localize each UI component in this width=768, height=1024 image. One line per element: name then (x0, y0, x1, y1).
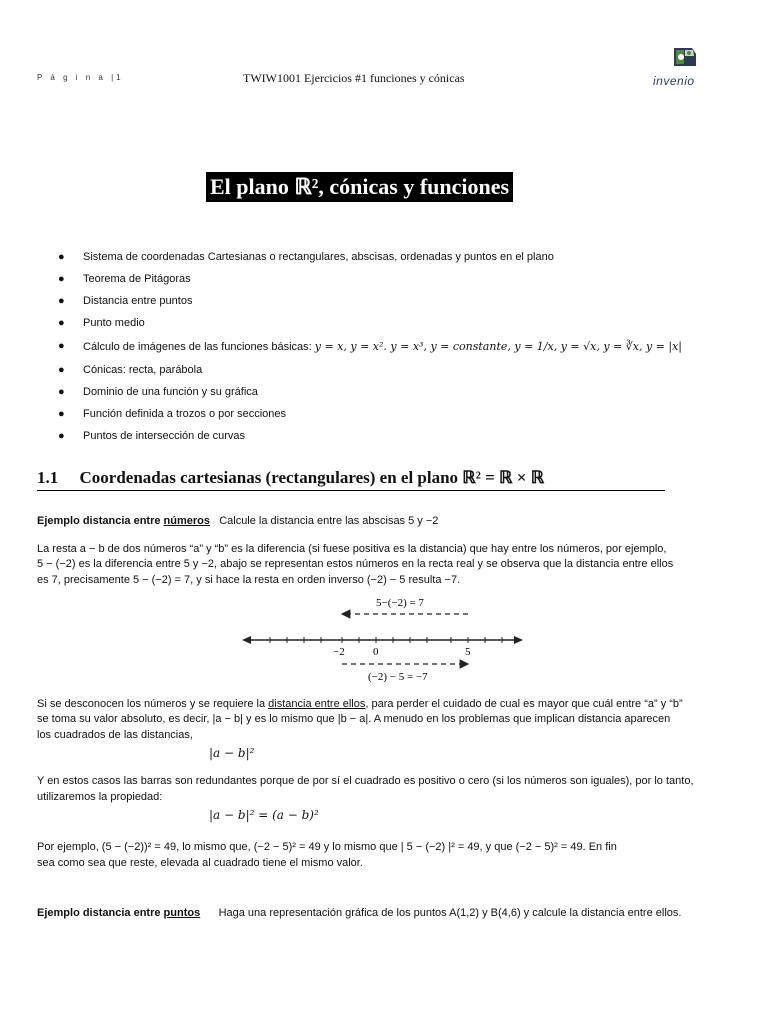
bullet-dot: ● (58, 273, 65, 285)
document-title: TWIW1001 Ejercicios #1 funciones y cónicas (243, 71, 465, 85)
axis-left-arrowhead (242, 636, 251, 644)
paragraph-text: , para perder el cuidado de cual es mayor que cuál entre “a” y “b” (365, 698, 683, 710)
page-title: El plano ℝ², cónicas y funciones (206, 172, 513, 202)
topic-item: Cónicas: recta, parábola (83, 364, 203, 376)
bullet-dot: ● (58, 295, 65, 307)
bullet-dot: ● (58, 364, 65, 376)
example-numbers (37, 514, 438, 530)
distance-link-text: distancia entre ellos (268, 698, 366, 710)
bullet-dot: ● (58, 251, 65, 263)
topic-item: Función definida a trozos o por secciones (83, 408, 287, 420)
paragraph-text: Si se desconocen los números y se requiere la (37, 698, 266, 710)
equation-square-property: |a − b|² = (a − b)² (209, 808, 319, 822)
bullet-dot: ● (58, 317, 65, 329)
topic-item: Punto medio (83, 317, 145, 329)
bullet-dot: ● (58, 430, 65, 442)
bullet-dot: ● (58, 386, 65, 398)
page-number: P á g i n a |1 (37, 73, 124, 82)
example-points (37, 906, 681, 922)
paragraph-line: sea como sea que reste, elevada al cuadrado tiene el mismo valor. (37, 857, 363, 869)
section-heading (37, 468, 544, 488)
section-title: Coordenadas cartesianas (rectangulares) en el plano ℝ² = ℝ × ℝ (79, 468, 545, 487)
section-underline (37, 490, 665, 491)
example-prompt: Haga una representación gráfica de los puntos A(1,2) y B(4,6) y calcule la distancia entre ellos. (218, 907, 682, 919)
paragraph-line: es 7, precisamente 5 − (−2) = 7, y si hace la resta en orden inverso (−2) − 5 resulta −7. (37, 574, 461, 586)
paragraph-line: utilizaremos la propiedad: (37, 791, 163, 803)
logo-wordmark: invenio (653, 74, 695, 88)
paragraph-line: 5 − (−2) es la diferencia entre 5 y −2, abajo se representan estos números en la recta real y se observa que la distancia entre ellos (37, 558, 674, 570)
example-prompt: Calcule la distancia entre las abscisas 5 y −2 (219, 515, 439, 527)
example-label: Ejemplo distancia entre (37, 907, 161, 919)
bullet-dot: ● (58, 408, 65, 420)
paragraph-line: se toma su valor absoluto, es decir, |a − b| y es lo mismo que |b − a|. A menudo en los problemas que implican distancia aparecen (37, 713, 671, 725)
example-label: Ejemplo distancia entre (37, 515, 161, 527)
section-number: 1.1 (37, 468, 59, 487)
paragraph-line (37, 697, 683, 713)
tick-label-five: 5 (465, 646, 471, 658)
tick-label-minus-two: −2 (333, 646, 345, 658)
topic-item-label: Cálculo de imágenes de las funciones básicas: (83, 341, 312, 353)
topic-item: Puntos de intersección de curvas (83, 430, 246, 442)
topic-item (83, 340, 682, 353)
top-arrow-label: 5−(−2) = 7 (376, 597, 424, 609)
topic-item: Distancia entre puntos (83, 295, 193, 307)
topic-item: Teorema de Pitágoras (83, 273, 191, 285)
example-label-keyword: números (163, 515, 211, 527)
axis-right-arrowhead (514, 636, 523, 644)
tick-label-zero: 0 (373, 646, 379, 658)
paragraph-line: los cuadrados de las distancias, (37, 729, 193, 741)
number-line-figure (240, 592, 525, 684)
topic-item: Sistema de coordenadas Cartesianas o rectangulares, abscisas, ordenadas y puntos en el plano (83, 251, 554, 263)
bottom-arrow-label: (−2) − 5 = −7 (368, 671, 428, 683)
paragraph-line: Por ejemplo, (5 − (−2))² = 49, lo mismo que, (−2 − 5)² = 49 y lo mismo que | 5 − (−2) |² = 49, y que (−2 − 5)² = 49. En fin (37, 841, 617, 853)
paragraph-line: Y en estos casos las barras son redundantes porque de por sí el cuadrado es positivo o cero (si los números son iguales), por lo tanto, (37, 775, 694, 787)
equation-abs-square: |a − b|² (209, 746, 255, 760)
bullet-dot: ● (58, 340, 65, 352)
paragraph-line: La resta a − b de dos números “a” y “b” es la diferencia (si fuese positiva es la distancia) que hay entre los números, por ejemplo, (37, 543, 667, 555)
example-label-keyword: puntos (163, 907, 201, 919)
basic-functions-formula: y = x, y = x². y = x³, y = constante, y = 1/x, y = √x, y = ∛x, y = |x| (314, 340, 682, 353)
topic-item: Dominio de una función y su gráfica (83, 386, 258, 398)
